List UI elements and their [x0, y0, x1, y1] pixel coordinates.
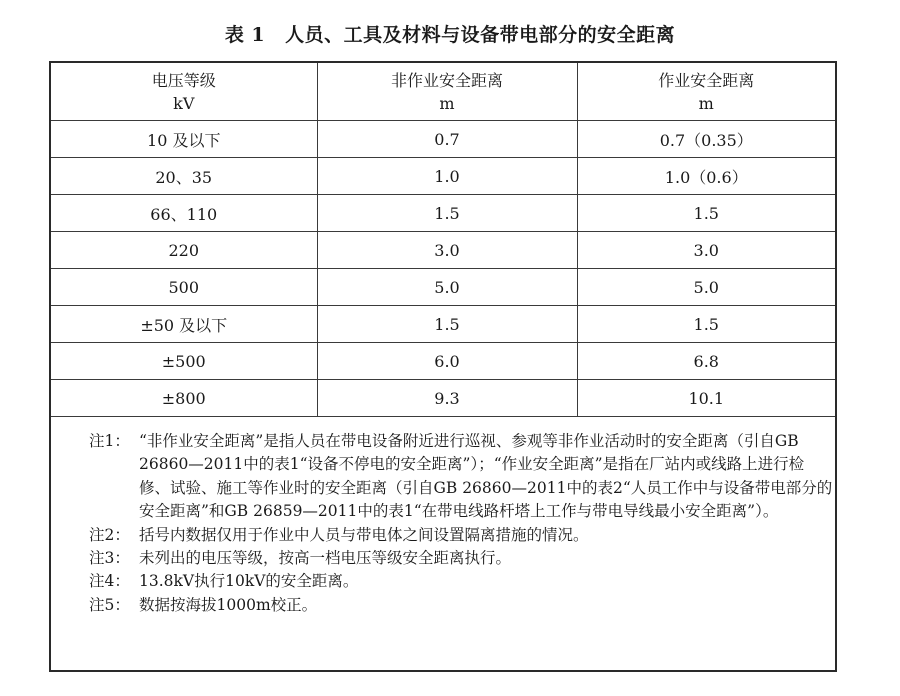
table-number: 表 1 [224, 24, 266, 46]
cell-voltage: ±800 [51, 380, 317, 417]
cell-work-distance: 1.5 [577, 195, 835, 232]
header-text: 电压等级 [151, 70, 216, 90]
cell-non-work-distance: 5.0 [317, 269, 577, 306]
note-item [89, 570, 835, 593]
note-text: “非作业安全距离”是指人员在带电设备附近进行巡视、参观等非作业活动时的安全距离（引自GB 26860—2011中的表1“设备不停电的安全距离”）；“作业安全距离”是指在厂站内或线路上进行检修、试验、施工等作业时的安全距离（引自GB 26860—2011中的表2“人员工作中与设备带电部分的安全距离”和GB 26859—2011中的表1“在带电线路杆塔上工作与带电导线最小安全距离”）。 [139, 432, 833, 521]
header-unit: kV [173, 93, 195, 113]
header-row [51, 63, 835, 121]
cell-voltage: 20、35 [51, 158, 317, 195]
note-text: 13.8kV执行10kV的安全距离。 [139, 572, 359, 591]
cell-non-work-distance: 1.0 [317, 158, 577, 195]
cell-voltage: 500 [51, 269, 317, 306]
note-label: 注2： [89, 525, 130, 544]
cell-work-distance: 1.0（0.6） [577, 158, 835, 195]
table-row [51, 121, 835, 158]
cell-work-distance: 0.7（0.35） [577, 121, 835, 158]
cell-work-distance: 5.0 [577, 269, 835, 306]
cell-non-work-distance: 9.3 [317, 380, 577, 417]
cell-voltage: 66、110 [51, 195, 317, 232]
note-text: 未列出的电压等级，按高一档电压等级安全距离执行。 [139, 549, 512, 568]
cell-voltage: ±50 及以下 [51, 306, 317, 343]
note-label: 注1： [89, 432, 130, 450]
table-row [51, 158, 835, 195]
table-row [51, 306, 835, 343]
cell-non-work-distance: 1.5 [317, 195, 577, 232]
note-label: 注5： [89, 595, 130, 614]
cell-voltage: 220 [51, 232, 317, 269]
cell-work-distance: 1.5 [577, 306, 835, 343]
header-work-distance [577, 63, 835, 121]
note-text: 数据按海拔1000m校正。 [139, 595, 318, 614]
cell-non-work-distance: 0.7 [317, 121, 577, 158]
header-unit: m [698, 93, 714, 113]
cell-work-distance: 10.1 [577, 380, 835, 417]
table-row [51, 195, 835, 232]
table-title [0, 20, 900, 47]
header-text: 非作业安全距离 [390, 70, 503, 90]
header-unit: m [439, 93, 455, 113]
cell-voltage: 10 及以下 [51, 121, 317, 158]
cell-work-distance: 3.0 [577, 232, 835, 269]
notes-section [51, 417, 835, 617]
note-item [89, 547, 835, 570]
note-item [89, 430, 835, 524]
cell-non-work-distance: 1.5 [317, 306, 577, 343]
header-text: 作业安全距离 [658, 70, 755, 90]
note-item [89, 594, 835, 617]
note-item [89, 524, 835, 547]
table-row [51, 343, 835, 380]
cell-non-work-distance: 6.0 [317, 343, 577, 380]
table-frame [49, 61, 837, 672]
safety-distance-table [51, 63, 835, 417]
cell-work-distance: 6.8 [577, 343, 835, 380]
cell-voltage: ±500 [51, 343, 317, 380]
table-row [51, 269, 835, 306]
table-row [51, 380, 835, 417]
table-caption: 人员、工具及材料与设备带电部分的安全距离 [285, 24, 676, 46]
note-label: 注4： [89, 572, 130, 591]
cell-non-work-distance: 3.0 [317, 232, 577, 269]
header-non-work-distance [317, 63, 577, 121]
table-row [51, 232, 835, 269]
note-text: 括号内数据仅用于作业中人员与带电体之间设置隔离措施的情况。 [139, 525, 589, 544]
header-voltage-level [51, 63, 317, 121]
note-label: 注3： [89, 549, 130, 568]
